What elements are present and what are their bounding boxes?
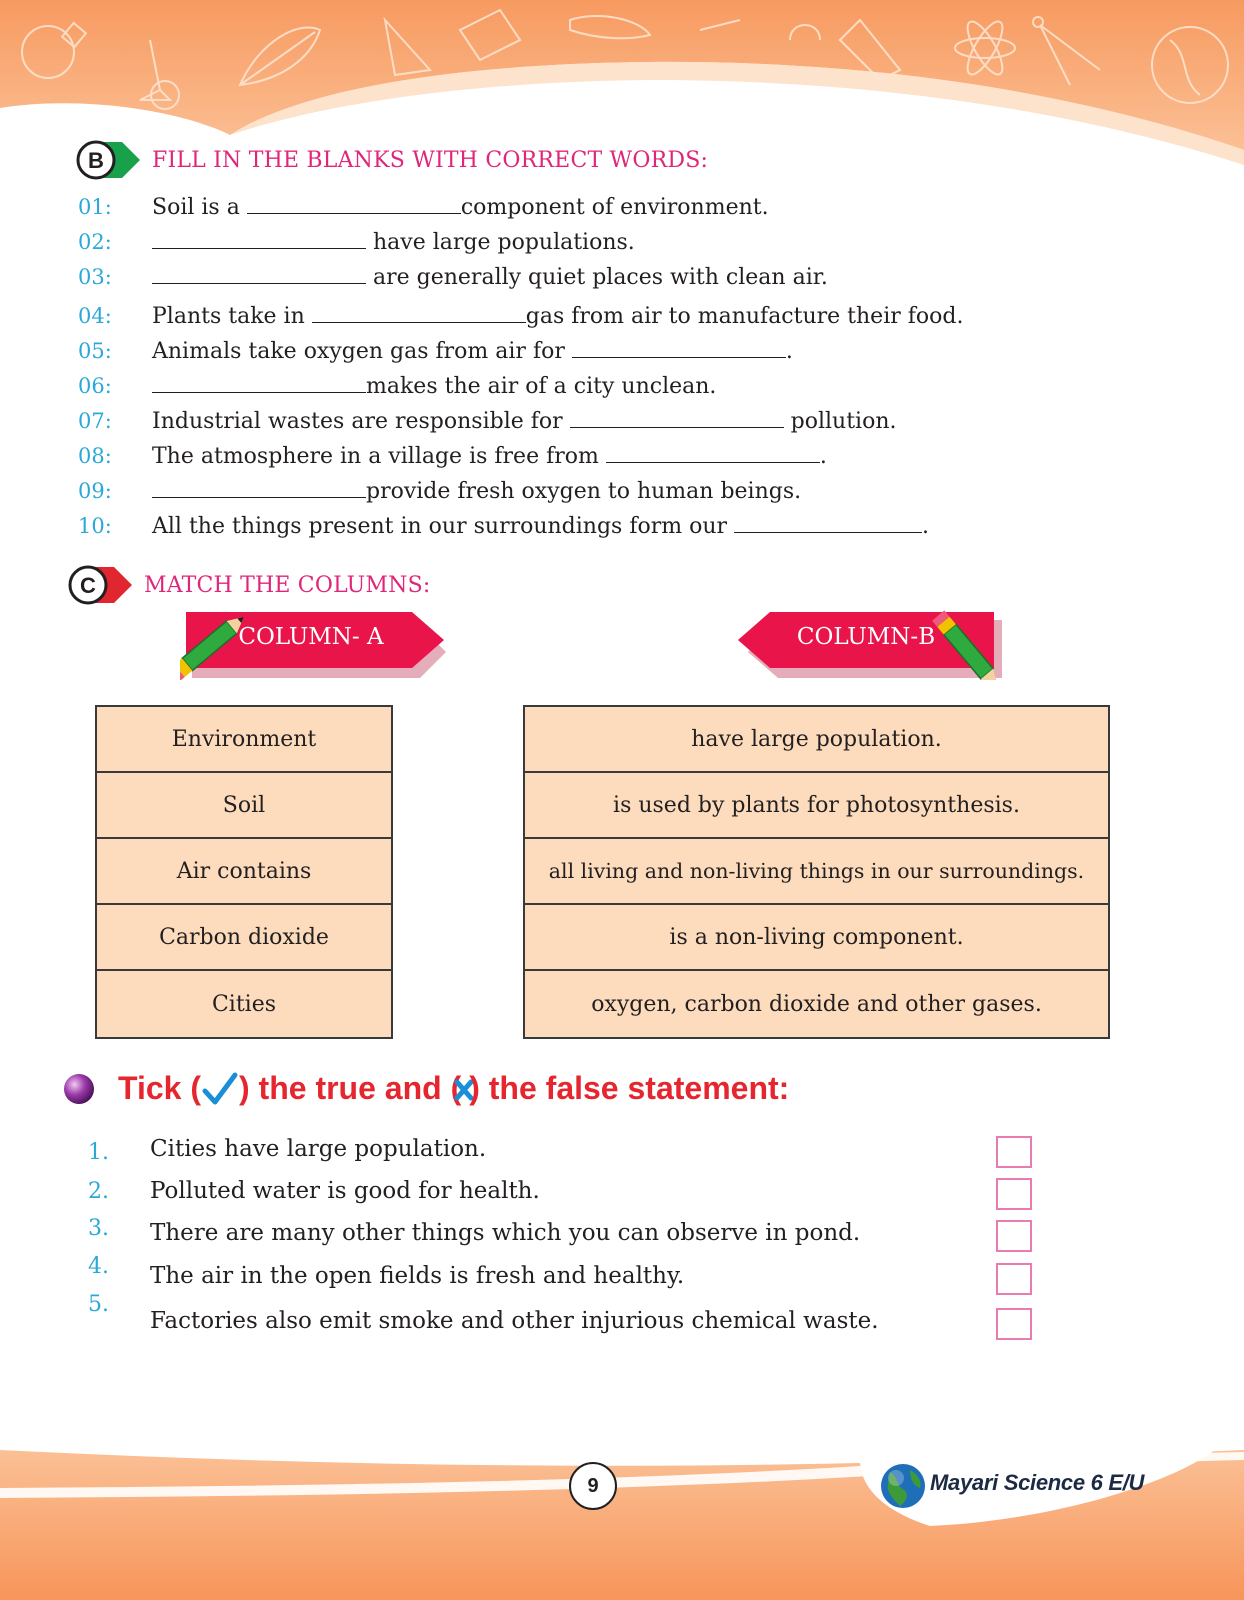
section-c-letter: C — [80, 573, 96, 598]
item-sentence — [152, 195, 769, 220]
answer-checkbox[interactable] — [996, 1220, 1032, 1252]
tick-heading — [62, 1070, 789, 1107]
blank-line[interactable] — [152, 374, 366, 393]
fill-blank-item — [78, 265, 828, 295]
column-a-label: COLUMN- A — [238, 624, 384, 650]
column-b-table — [523, 705, 1110, 1039]
statement-text: Factories also emit smoke and other injurious chemical waste. — [150, 1308, 879, 1334]
blank-line[interactable] — [570, 409, 784, 428]
blank-line[interactable] — [152, 479, 366, 498]
sentence-end: are generally quiet places with clean air. — [366, 265, 828, 290]
section-b-letter: B — [88, 148, 104, 173]
column-b-tag — [736, 608, 1006, 668]
column-b-cell: oxygen, carbon dioxide and other gases. — [591, 991, 1042, 1017]
sentence-end: pollution. — [783, 409, 897, 434]
item-sentence — [152, 265, 828, 290]
tick-title-part2: ) the true and ( — [239, 1070, 462, 1106]
item-number: 01: — [78, 195, 112, 219]
fill-blank-item — [78, 195, 769, 225]
item-sentence — [152, 339, 793, 364]
section-b-heading — [74, 138, 708, 182]
page-number: 9 — [569, 1462, 617, 1510]
answer-checkbox[interactable] — [996, 1308, 1032, 1340]
item-number: 09: — [78, 479, 112, 503]
sentence-end: gas from air to manufacture their food. — [525, 304, 964, 329]
statement-number: 4. — [88, 1254, 109, 1279]
item-sentence — [152, 230, 635, 255]
column-a-cell: Air contains — [97, 839, 391, 905]
section-c-heading — [66, 563, 431, 607]
item-number: 06: — [78, 374, 112, 398]
bullet-sphere-icon — [62, 1072, 96, 1106]
column-b-cell: have large population. — [525, 707, 1108, 773]
column-b-cell: all living and non-living things in our surroundings. — [525, 839, 1108, 905]
sentence-end: . — [922, 514, 930, 539]
fill-blank-item — [78, 374, 716, 404]
arrow-badge-b-icon — [74, 138, 144, 182]
column-b-cell: is used by plants for photosynthesis. — [525, 773, 1108, 839]
item-sentence — [152, 514, 929, 539]
sentence-start: Soil is a — [152, 195, 247, 220]
column-a-cell: Soil — [97, 773, 391, 839]
sentence-end: component of environment. — [460, 195, 769, 220]
statement-number: 3. — [88, 1216, 109, 1241]
fill-blank-item — [78, 409, 897, 439]
statement-text: Polluted water is good for health. — [150, 1178, 540, 1204]
column-a-tag — [180, 608, 450, 668]
checkmark-icon — [201, 1071, 239, 1107]
tick-title-part3: ) the false statement: — [469, 1070, 790, 1106]
blank-line[interactable] — [152, 265, 366, 284]
item-number: 07: — [78, 409, 112, 433]
column-b-cell: is a non-living component. — [525, 905, 1108, 971]
blank-line[interactable] — [572, 339, 786, 358]
fill-blank-item — [78, 444, 827, 474]
answer-checkbox[interactable] — [996, 1263, 1032, 1295]
column-a-cell: Cities — [211, 991, 277, 1017]
blank-line[interactable] — [734, 514, 922, 533]
sentence-end: have large populations. — [366, 230, 635, 255]
statement-number: 5. — [88, 1292, 109, 1317]
sentence-end: . — [785, 339, 793, 364]
item-number: 02: — [78, 230, 112, 254]
fill-blank-item — [78, 304, 963, 334]
statement-text: Cities have large population. — [150, 1136, 487, 1162]
item-number: 08: — [78, 444, 112, 468]
column-b-label: COLUMN-B — [796, 624, 936, 650]
fill-blank-item — [78, 479, 801, 509]
answer-checkbox[interactable] — [996, 1136, 1032, 1168]
item-number: 03: — [78, 265, 112, 289]
sentence-start: Animals take oxygen gas from air for — [152, 339, 572, 364]
sentence-start: The atmosphere in a village is free from — [152, 444, 606, 469]
sentence-end: . — [819, 444, 827, 469]
sentence-end: makes the air of a city unclean. — [366, 374, 717, 399]
item-number: 04: — [78, 304, 112, 328]
item-sentence — [152, 374, 716, 399]
column-a-cell: Carbon dioxide — [97, 905, 391, 971]
statement-number: 1. — [88, 1140, 109, 1165]
footer-decoration — [0, 1440, 1244, 1600]
section-b-title: FILL IN THE BLANKS WITH CORRECT WORDS: — [152, 147, 709, 173]
globe-icon — [881, 1464, 925, 1508]
blank-line[interactable] — [247, 195, 461, 214]
item-sentence — [152, 479, 801, 504]
statement-number: 2. — [88, 1179, 109, 1204]
blank-line[interactable] — [606, 444, 820, 463]
sentence-start: Industrial wastes are responsible for — [152, 409, 570, 434]
arrow-badge-c-icon — [66, 563, 136, 607]
statement-text: There are many other things which you can observe in pond. — [150, 1220, 861, 1246]
fill-blank-item — [78, 514, 929, 544]
tick-title-part1: Tick ( — [118, 1070, 201, 1106]
sentence-start: All the things present in our surroundings form our — [152, 514, 735, 539]
column-a-cell: Environment — [97, 707, 391, 773]
item-sentence — [152, 409, 897, 434]
blank-line[interactable] — [312, 304, 526, 323]
item-number: 10: — [78, 514, 112, 538]
statement-text: The air in the open fields is fresh and healthy. — [150, 1263, 685, 1289]
sentence-end: provide fresh oxygen to human beings. — [366, 479, 802, 504]
item-number: 05: — [78, 339, 112, 363]
fill-blank-item — [78, 339, 793, 369]
sentence-start: Plants take in — [152, 304, 312, 329]
column-a-table — [95, 705, 393, 1039]
answer-checkbox[interactable] — [996, 1178, 1032, 1210]
blank-line[interactable] — [152, 230, 366, 249]
section-c-title: MATCH THE COLUMNS: — [144, 572, 431, 598]
fill-blank-item — [78, 230, 635, 260]
item-sentence — [152, 304, 963, 329]
book-title: Mayari Science 6 E/U — [930, 1470, 1145, 1495]
item-sentence — [152, 444, 827, 469]
